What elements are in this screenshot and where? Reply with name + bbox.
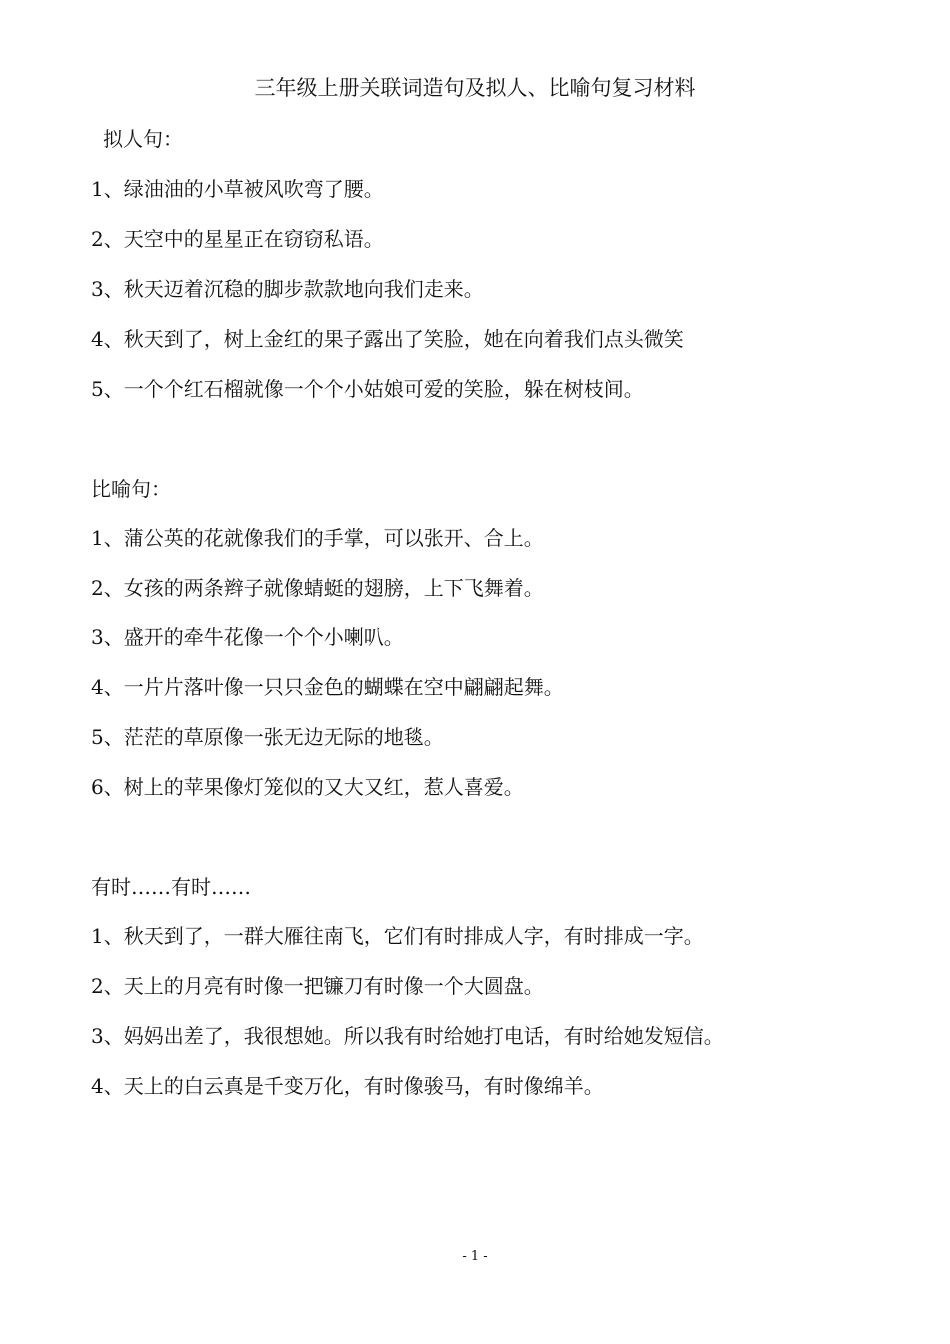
sometimes-item-4: 4、天上的白云真是千变万化，有时像骏马，有时像绵羊。 (91, 1074, 604, 1098)
section-heading-personification: 拟人句： (103, 127, 183, 151)
personification-item-5: 5、一个个红石榴就像一个个小姑娘可爱的笑脸，躲在树枝间。 (91, 377, 644, 401)
simile-item-4: 4、一片片落叶像一只只金色的蝴蝶在空中翩翩起舞。 (91, 675, 564, 699)
personification-item-2: 2、天空中的星星正在窃窃私语。 (91, 227, 384, 251)
sometimes-item-1: 1、秋天到了，一群大雁往南飞，它们有时排成人字，有时排成一字。 (91, 924, 704, 948)
simile-item-2: 2、女孩的两条辫子就像蜻蜓的翅膀，上下飞舞着。 (91, 576, 544, 600)
simile-item-5: 5、茫茫的草原像一张无边无际的地毯。 (91, 725, 444, 749)
sometimes-item-3: 3、妈妈出差了，我很想她。所以我有时给她打电话，有时给她发短信。 (91, 1024, 724, 1048)
section-heading-simile: 比喻句： (91, 477, 171, 501)
simile-item-3: 3、盛开的牵牛花像一个个小喇叭。 (91, 625, 404, 649)
simile-item-1: 1、蒲公英的花就像我们的手掌，可以张开、合上。 (91, 526, 544, 550)
document-title: 三年级上册关联词造句及拟人、比喻句复习材料 (254, 76, 696, 100)
simile-item-6: 6、树上的苹果像灯笼似的又大又红，惹人喜爱。 (91, 775, 524, 799)
personification-item-4: 4、秋天到了，树上金红的果子露出了笑脸，她在向着我们点头微笑 (91, 327, 684, 351)
page-number: - 1 - (462, 1249, 488, 1264)
personification-item-1: 1、绿油油的小草被风吹弯了腰。 (91, 177, 384, 201)
section-heading-sometimes: 有时……有时…… (91, 875, 251, 899)
sometimes-item-2: 2、天上的月亮有时像一把镰刀有时像一个大圆盘。 (91, 974, 544, 998)
personification-item-3: 3、秋天迈着沉稳的脚步款款地向我们走来。 (91, 277, 484, 301)
